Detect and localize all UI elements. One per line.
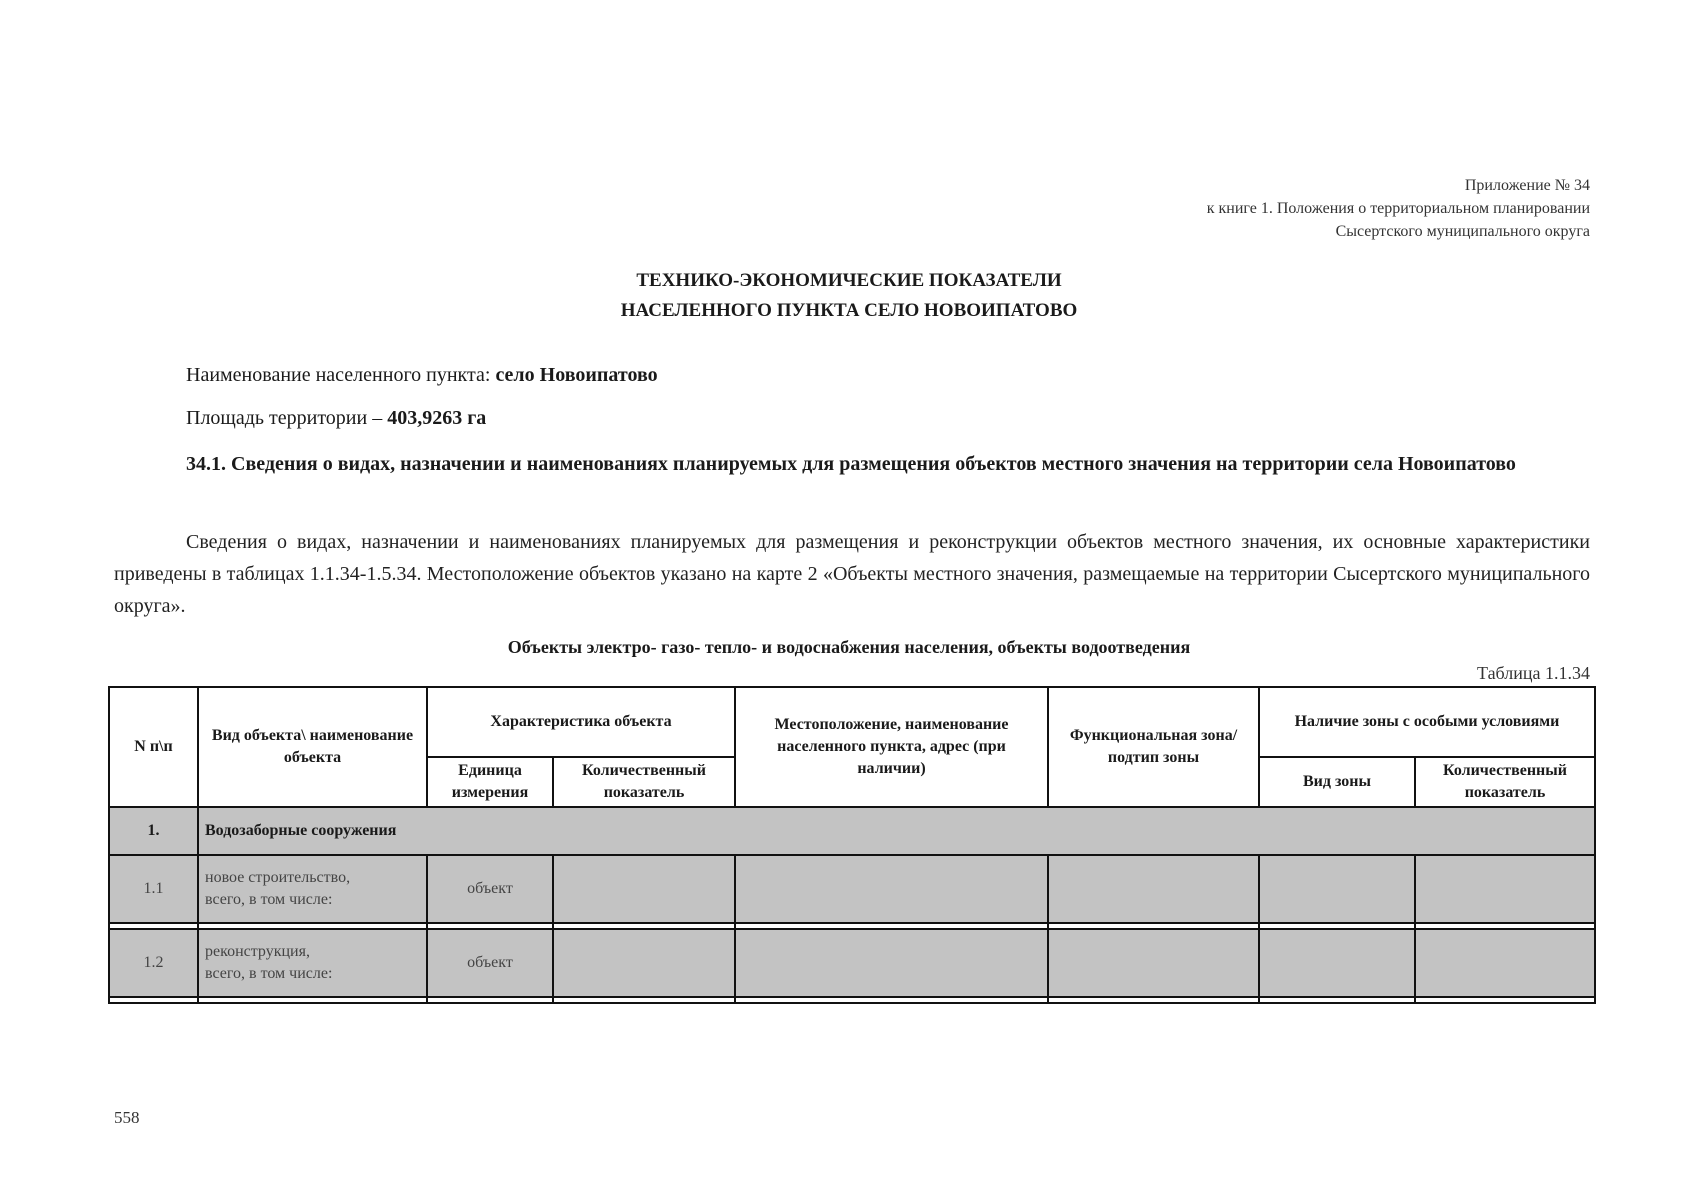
row-num: 1.1 — [109, 855, 198, 923]
table-header-row — [109, 687, 1595, 757]
table-group-row — [109, 807, 1595, 855]
group-name: Водозаборные сооружения — [198, 807, 1595, 855]
empty-cell — [1415, 997, 1595, 1003]
title-line: ТЕХНИКО-ЭКОНОМИЧЕСКИЕ ПОКАЗАТЕЛИ — [636, 270, 1062, 291]
title-line: НАСЕЛЕННОГО ПУНКТА СЕЛО НОВОИПАТОВО — [620, 300, 1078, 321]
row-zone-quantity — [1415, 855, 1595, 923]
empty-cell — [735, 997, 1048, 1003]
row-object-name — [198, 855, 427, 923]
header-zone-quantity: Количественный показатель — [1415, 757, 1595, 807]
row-location — [735, 929, 1048, 997]
table-row — [109, 929, 1595, 997]
section-heading: 34.1. Сведения о видах, назначении и наименованиях планируемых для размещения объектов местного значения на территории села Новоипатово — [186, 453, 1516, 475]
header-location: Местоположение, наименование населенного пункта, адрес (при наличии) — [735, 687, 1048, 807]
appendix-line: Сысертского муниципального округа — [1335, 223, 1590, 240]
row-object-line: новое строительство, — [205, 869, 351, 886]
document-title — [0, 266, 1698, 326]
appendix-line: к книге 1. Положения о территориальном планировании — [1206, 200, 1590, 217]
table-number: Таблица 1.1.34 — [1477, 663, 1590, 683]
row-location — [735, 855, 1048, 923]
appendix-note — [1207, 174, 1590, 243]
row-unit: объект — [427, 855, 553, 923]
header-quantity: Количественный показатель — [553, 757, 735, 807]
row-object-line: всего, в том числе: — [205, 891, 333, 908]
header-object-type: Вид объекта\ наименование объекта — [198, 687, 427, 807]
table-row — [109, 997, 1595, 1003]
page-number: 558 — [114, 1108, 140, 1127]
appendix-line: Приложение № 34 — [1464, 177, 1590, 194]
settlement-name-line — [186, 359, 658, 391]
empty-cell — [109, 997, 198, 1003]
header-functional-zone: Функциональная зона/ подтип зоны — [1048, 687, 1259, 807]
area-label: Площадь территории – — [186, 407, 388, 429]
row-unit: объект — [427, 929, 553, 997]
table-row — [109, 855, 1595, 923]
row-object-line: реконструкция, — [205, 943, 310, 960]
section-paragraph: Сведения о видах, назначении и наименованиях планируемых для размещения и реконструкции объектов местного значения, их основные характеристики приведены в таблицах 1.1.34-1.5.34. Местоположение объектов указано на карте 2 «Объекты местного значения, размещаемые на территории Сысертского муниципального округа». — [114, 531, 1590, 617]
row-num: 1.2 — [109, 929, 198, 997]
header-zone-type: Вид зоны — [1259, 757, 1415, 807]
row-quantity — [553, 929, 735, 997]
empty-cell — [427, 997, 553, 1003]
settlement-value: село Новоипатово — [495, 364, 658, 386]
row-object-line: всего, в том числе: — [205, 965, 333, 982]
row-zone-type — [1259, 855, 1415, 923]
row-zone-type — [1259, 929, 1415, 997]
settlement-label: Наименование населенного пункта: — [186, 364, 496, 386]
row-object-name — [198, 929, 427, 997]
territory-area-line — [186, 402, 486, 434]
area-value: 403,9263 га — [387, 407, 487, 429]
group-num: 1. — [109, 807, 198, 855]
empty-cell — [553, 997, 735, 1003]
empty-cell — [1048, 997, 1259, 1003]
objects-table — [108, 686, 1596, 1004]
empty-cell — [1259, 997, 1415, 1003]
row-quantity — [553, 855, 735, 923]
row-functional-zone — [1048, 929, 1259, 997]
header-unit: Единица измерения — [427, 757, 553, 807]
row-functional-zone — [1048, 855, 1259, 923]
empty-cell — [198, 997, 427, 1003]
header-characteristic: Характеристика объекта — [427, 687, 735, 757]
header-num: N п\п — [109, 687, 198, 807]
row-zone-quantity — [1415, 929, 1595, 997]
table-caption: Объекты электро- газо- тепло- и водоснабжения населения, объекты водоотведения — [507, 637, 1191, 657]
header-special-zone: Наличие зоны с особыми условиями — [1259, 687, 1595, 757]
